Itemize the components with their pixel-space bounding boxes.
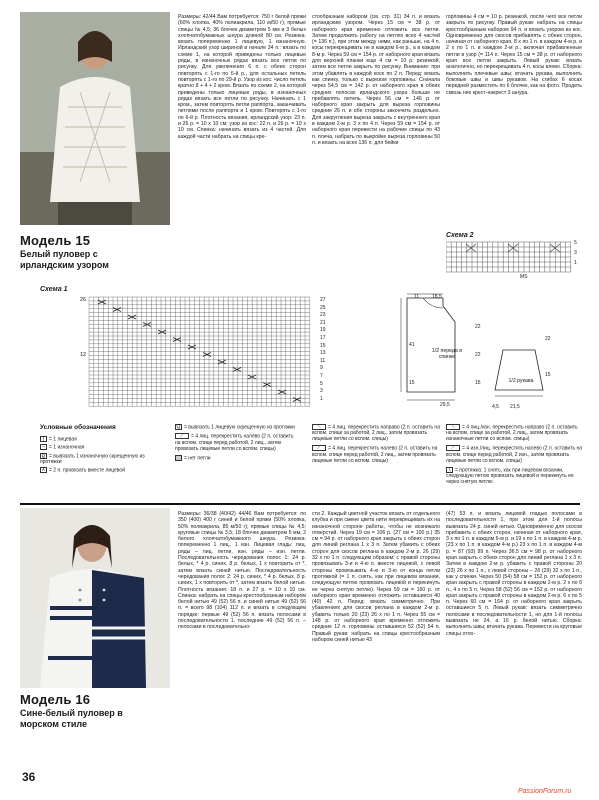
cable-purl-knit-left-symbol-icon: ⟋ — [446, 445, 460, 451]
schema-1-grid — [88, 296, 318, 408]
cable-cross-mark — [128, 315, 136, 319]
legend-item-11: ⟋ = 4 изн./лиц. перекрестить налево (2 п. оставить на вспом. спице перед работой, 2 изн., затем провязать лицевые петли со вспом. спицы) — [446, 445, 583, 464]
model16-photo-figure — [20, 508, 170, 688]
legend-item-4: ∧ = 2 п. провязать вместе лицевой — [41, 466, 125, 474]
pattern-dim-15c: 15 — [545, 372, 551, 378]
pattern-dim-29-5: 29,5 — [440, 402, 450, 408]
cable-cross-mark — [466, 244, 476, 252]
schema-2-row-5: 5 — [574, 240, 577, 246]
legend-item-8: ⟍ = 4 лиц. перекрестить направо (2 п. оставить на вспом. спице за работой, 2 лиц., затем провязать лицевые петли со вспом. спицы) — [312, 424, 440, 443]
pattern-dim-4-5: 4,5 — [492, 404, 499, 410]
schema-2-row-3: 3 — [574, 250, 577, 256]
schema-1-row-label: 1 — [320, 395, 323, 402]
schema-1-row-label: 13 — [320, 350, 326, 357]
legend-item-6: ⟋ = 4 лиц. перекрестить налево (2 п. оставить на вспом. спице перед работой, 2 лиц., затем провязать лицевые петли со вспом. спицы) — [175, 433, 294, 452]
purl-twisted-symbol-icon: ϱ — [40, 453, 47, 459]
pattern-dim-21-5: 21,5 — [510, 404, 520, 410]
watermark: PassionForum.ru — [518, 788, 572, 795]
schema-1-row-label: 15 — [320, 342, 326, 349]
knit-symbol-icon: | — [40, 436, 47, 442]
knit-twisted-symbol-icon: Q — [176, 424, 181, 430]
legend-item-9: ⟋ = 4 лиц. перекрестить налево (2 п. оставить на вспом. спице перед работой, 2 лиц., затем провязать лицевые петли со вспом. спицы) — [312, 445, 438, 464]
pattern-dim-41: 41 — [409, 342, 415, 348]
pattern-dim-22b: 22 — [475, 352, 481, 358]
cable-cross-mark — [173, 338, 181, 342]
schema-1-title: Схема 1 — [40, 286, 68, 293]
schema-2-title: Схема 2 — [446, 232, 474, 239]
cable-cross-mark — [508, 244, 518, 252]
schema-2-row-1: 1 — [574, 260, 577, 266]
schema-1-row-label: 19 — [320, 327, 326, 334]
legend-col-4 — [446, 424, 584, 485]
schema-1-row-label: 3 — [320, 388, 323, 395]
model15-title: Модель 15 — [20, 233, 91, 248]
schema-1-row-label: 5 — [320, 380, 323, 387]
pattern-dim-22a: 22 — [475, 324, 481, 330]
pattern-dim-22c: 22 — [545, 336, 551, 342]
pattern-dim-15b: 15 — [409, 380, 415, 386]
cable-cross-mark — [113, 308, 121, 312]
model15-subtitle: Белый пуловер с ирландским узором — [20, 249, 109, 270]
pattern-dim-11: 11 — [414, 294, 420, 300]
section-divider — [20, 503, 580, 505]
schema-1-row-label: 25 — [320, 304, 326, 311]
model15-column-3: горловины 4 см = 10 р. резинкой, после чего все петли закрыть по рисунку. Правый рукав: набрать на спицы крестообразным набором 94 п. и вязать узором из кос. Одновременно для скосов прибавлять с обеих сторон, начиная от наборного края, 8 х по 1 п. в каждом 4-м р. и 2 х по 1 п. в каждом 2-м р., включая прибавленные петли в узор (= 114 п. Через 15 см = 38 р. от наборного края все петли закрыть. Левый рукав: вязать аналогично, но перекрещивать 4 п. косы влево. Сборка: выполнить плечевые швы; втачать рукава, выполнить боковые швы и швы рукавов. На сгибах 6 косах передней разместить по 6 блочек, как на фото. Продеть сквозь них крест-накрест 3 шнура. — [446, 14, 582, 96]
legend-item-12: ∖ = протяжка: 1 снять, как при лицевом вязании, следующую петлю провязать лицевой и перекинуть ее через снятую петлю — [446, 466, 574, 485]
schema-1-row-label: 21 — [320, 319, 326, 326]
legend-title: Условные обозначения — [40, 424, 116, 431]
model15-photo — [20, 12, 170, 225]
cable-cross-mark — [98, 300, 106, 304]
pattern-dim-18-5: 18,5 — [432, 294, 442, 300]
cable-left-symbol-icon: ⟋ — [175, 433, 189, 439]
legend-item-5: Q = вывязать 1 лицевую скрещенную из протяжки — [176, 424, 295, 431]
cable-cross-mark — [188, 345, 196, 349]
legend-item-1: | = 1 лицевая — [40, 436, 160, 442]
purl-symbol-icon: – — [40, 444, 47, 450]
model16-title: Модель 16 — [20, 692, 91, 707]
cable-cross-mark — [293, 398, 301, 402]
pattern-outline — [395, 292, 585, 412]
pattern-dim-15a: 15 — [475, 380, 481, 386]
legend-item-10: ⟍ = 4 лиц./изн. перекрестить направо (2 п. оставить на вспом. спице за работой, 2 лиц., затем провязать изнаночные петли со вспом. спицы) — [446, 424, 578, 443]
schema-1-row-label: 9 — [320, 365, 323, 372]
legend-item-3: ϱ = вывязать 1 изнаночную скрещенную из протяжки — [40, 452, 145, 465]
cable-right-symbol-icon: ⟍ — [312, 424, 326, 430]
cable-cross-mark — [248, 375, 256, 379]
pattern-front-label: 1/2 переда и спинки — [431, 348, 463, 360]
schema-1-row-26: 26 — [80, 297, 87, 303]
model16-column-2: сти 2. Каждый цветной участок вязать от отдельного клубка и при смене цвета нити перекрещивать их на изнаночной стороне работы, чтобы не возникало отверстий. Через 19 см = 106 р. (27 см = 100 р.) 35 см = 94 р. от наборного края закрыть с обеих сторон для линий реглана 1 х 3 п. Затем убавить с обеих сторон для скосов реглана в каждом 2-м р. 26 (29) 32 х по 1 п. следующим образом: с правой стороны провязывать 3-и и 4-ю п. вместе лицевой, с левой стороны провязывать 4-ю и 3-ю от конца петли протяжкой (= 1 п. снять, как при лицевом вязании, следующую петлю провязать лицевой и перекинуть ее через снятую петлю). Через 59 см = 160 р. от наборного края временно отложить оставшиеся 40 (40) 42 п. Перед: вязать симметрично. При убавлениях для скосов реглана в каждом 2-м р. убавить только 20 (23) 26 х по 1 п. Через 55 см = 148 р. от наборного края временно отложить средние 12 п. горловины оставшиеся 52 (52) 54 п. Правый рукав: набрать на спицы крестообразным набором синей нитью 43 — [312, 511, 440, 643]
schema-2-ms: MS — [520, 274, 528, 280]
model15-column-1: Размеры: 42/44 Вам потребуется: 750 г белой пряжи (60% хлопка, 40% полиакрила, 110 м/50 г); прямые спицы № 4,5; 36 блочек диаметром 5 мм и 3 белых хлопчатобумажных шнура длиной 80 см. Резинка: вязать попеременно 1 лицевую, 1 изнаночную. Ирландский узор шириной в начале 34 п.: вязать по схеме 1, на которой приведены только лицевые ряды, в изнаночных рядах вязать все петли по рисунку. Для увеличения 6 п. с обеих сторон повторять с 1-го по 6-й р., для остальных петель повторять с 1-го по 29-й р. Узор из кос: число петель кратно 8 + 4 + 2 кром. Вязать по схеме 2, на которой приведены только лицевые ряды, в изнаночных рядах вязать все петли по рисунку. Начинать с 1 кром., затем повторять петли раппорта, заканчивать петлями после раппорта и 1 кром. Повторять с 1-го по 6-й р. Плотность вязания, ирландский узор: 23 п. и 26 р. = 10 х 10 см; узор из кос: 22 п. и 26 р. = 10 х 10 см. Спинка: начинать вязать из 4 частей. Для каждой части набрать на спицы кре- — [178, 14, 306, 140]
cable-cross-mark — [233, 368, 241, 372]
schema-1-row-label: 27 — [320, 297, 326, 303]
schema-1-row-label: 17 — [320, 334, 326, 341]
cable-left-2-symbol-icon: ⟋ — [312, 445, 326, 451]
legend-col-1 — [40, 436, 160, 473]
legend-item-2: – = 1 изнаночная — [40, 444, 160, 450]
legend-col-2 — [175, 424, 300, 461]
model15-column-2: стообразным набором (см. стр. 31) 34 п. и вязать ирландским узором. Через 15 см = 38 р. от наборного края временно отложить все петли. Затем продолжить работу на петлях всех 4 частей (= 136 п.), при этом между ними, как раньше, на 4 п. косы перекрещивать не в каждом 6-м р., а в каждом 8-м р. Через 59 см = 154 р. от наборного края вязать для верхней планки еще 4 см = 10 р. резинкой, затем все петли закрыть по рисунку. Внимание: при этом убавлять в каждой косе по 2 п. Перед: вязать как спинку, только с вырезом горловины. Сначала через 54,5 см = 142 р. от наборного края в обеих средних полосах ирландского узора больше не прибавлять петель. Через 56 см = 146 р. от наборного края закрыть для выреза горловины средние 26 п. и обе стороны закончить раздельно. Для закругления выреза закрыть с внутреннего края в каждом 2-м р. 3 х по 4 п. Через 59 см = 154 р. от наборного края перевести на рабочие спицы по 43 п. плеча, набрать по выкройке выреза горловины 50 п. и вязать на всех 136 п. для бейки — [312, 14, 440, 146]
schema-1-row-label: 23 — [320, 312, 326, 319]
model16-photo — [20, 508, 170, 688]
schema-1-row-label: 11 — [320, 357, 326, 364]
schema-1-row-12: 12 — [80, 352, 87, 358]
page-number: 36 — [22, 770, 36, 784]
cable-cross-mark — [143, 323, 151, 327]
model16-column-1: Размеры: 36/38 (40/42) 44/46 Вам потребуется: по 350 (400) 400 г синей и белой пряжи (50% хлопка, 50% полиакрила, 85 м/50 г); прямые спицы № 4,5; круговые спицы № 3,5; 18 блочек диаметром 5 мм, 2 белого хлопчатобумажного шнура. Резинка: попеременно 1 лиц., 1 изн. Лицевая гладь: лиц. ряды – лиц. петли, изн. ряды – изн. петли. Последовательность чередования полос 1: 24 р. белых, * 4 р. синих, 8 р. белых, 1 х повторить от *, затем вязать синей нитью. Последовательность чередования полос 2: 24 р. синих, * 4 р. белых, 8 р. синих, 1 х повторить от *, затем вязать белой нитью. Плотность вязания: 18 п. и 27 р. = 10 х 10 см. Спинка: набрать на спицы крестообразным набором белой нитью 49 (52) 56 п. и синей нитью 49 (52) 56 п. = всего 98 (104) 112 п. и вязать в следующем порядке: первые 49 (52) 56 п. вязать полосами в последовательности 1, последние 49 (52) 56 п. – полосами в последовательно- — [178, 511, 306, 631]
legend-item-7: = нет петли — [175, 455, 300, 461]
schema-2-grid — [446, 240, 586, 278]
skp-symbol-icon: ∖ — [447, 466, 452, 473]
pattern-sleeve-label: 1/2 рукава — [508, 378, 534, 384]
legend-col-3 — [312, 424, 442, 464]
k2tog-symbol-icon: ∧ — [41, 466, 46, 473]
model16-subtitle: Сине-белый пуловер в морском стиле — [20, 708, 123, 729]
model16-column-3: (47) 53 п. и вязать лицевой гладью полосами в последовательности 1, при этом для 1-й полосы вывязать 24 р. синей нитью. Одновременно для скосов прибавить с обеих сторон, начиная от наборного края, 3 х по 1 п. в каждом 6-м р. и 19 х по 1 п. в каждом 4-м р. (23 х по 1 п. в каждом 4-м р.) 23 х по 1 п. в каждом 4-м р. = 87 (93) 99 п. Через 36,5 см = 98 р. от наборного края закрыть с обеих сторон для линий реглана 1 х 3 п. Затем в каждом 2-м р. убавить с правой стороны 20 (23) 26 х по 1 п., с левой стороны – 26 (29) 32 х по 1 п., как у спинки. Через 50 (54) 58 см = 152 р. от наборного края закрыть с правой стороны в каждом 2-м р. 2 х по 6 п., 4 х по 5 п. Через 58 (52) 56 см = 152 р. от наборного края закрыть с правой стороны в каждом 2-м р. 6 х по 5 п. Через 60 см = 164 р. от наборного края закрыть оставшиеся 5 п. Левый рукав: вязать симметрично полосами в последовательности 1, но для 1-й полосы вывязать не 24, а 16 р. белой нитью. Сборка: выполнить швы; втачать рукава. Перевести на круговые спицы отло- — [446, 511, 582, 637]
model15-photo-figure — [20, 12, 170, 225]
no-stitch-symbol-icon — [175, 455, 182, 461]
cable-knit-purl-right-symbol-icon: ⟍ — [446, 424, 460, 430]
schema-1-row-labels — [320, 297, 326, 403]
cable-cross-mark — [263, 383, 271, 387]
schema-1-row-label: 7 — [320, 372, 323, 379]
